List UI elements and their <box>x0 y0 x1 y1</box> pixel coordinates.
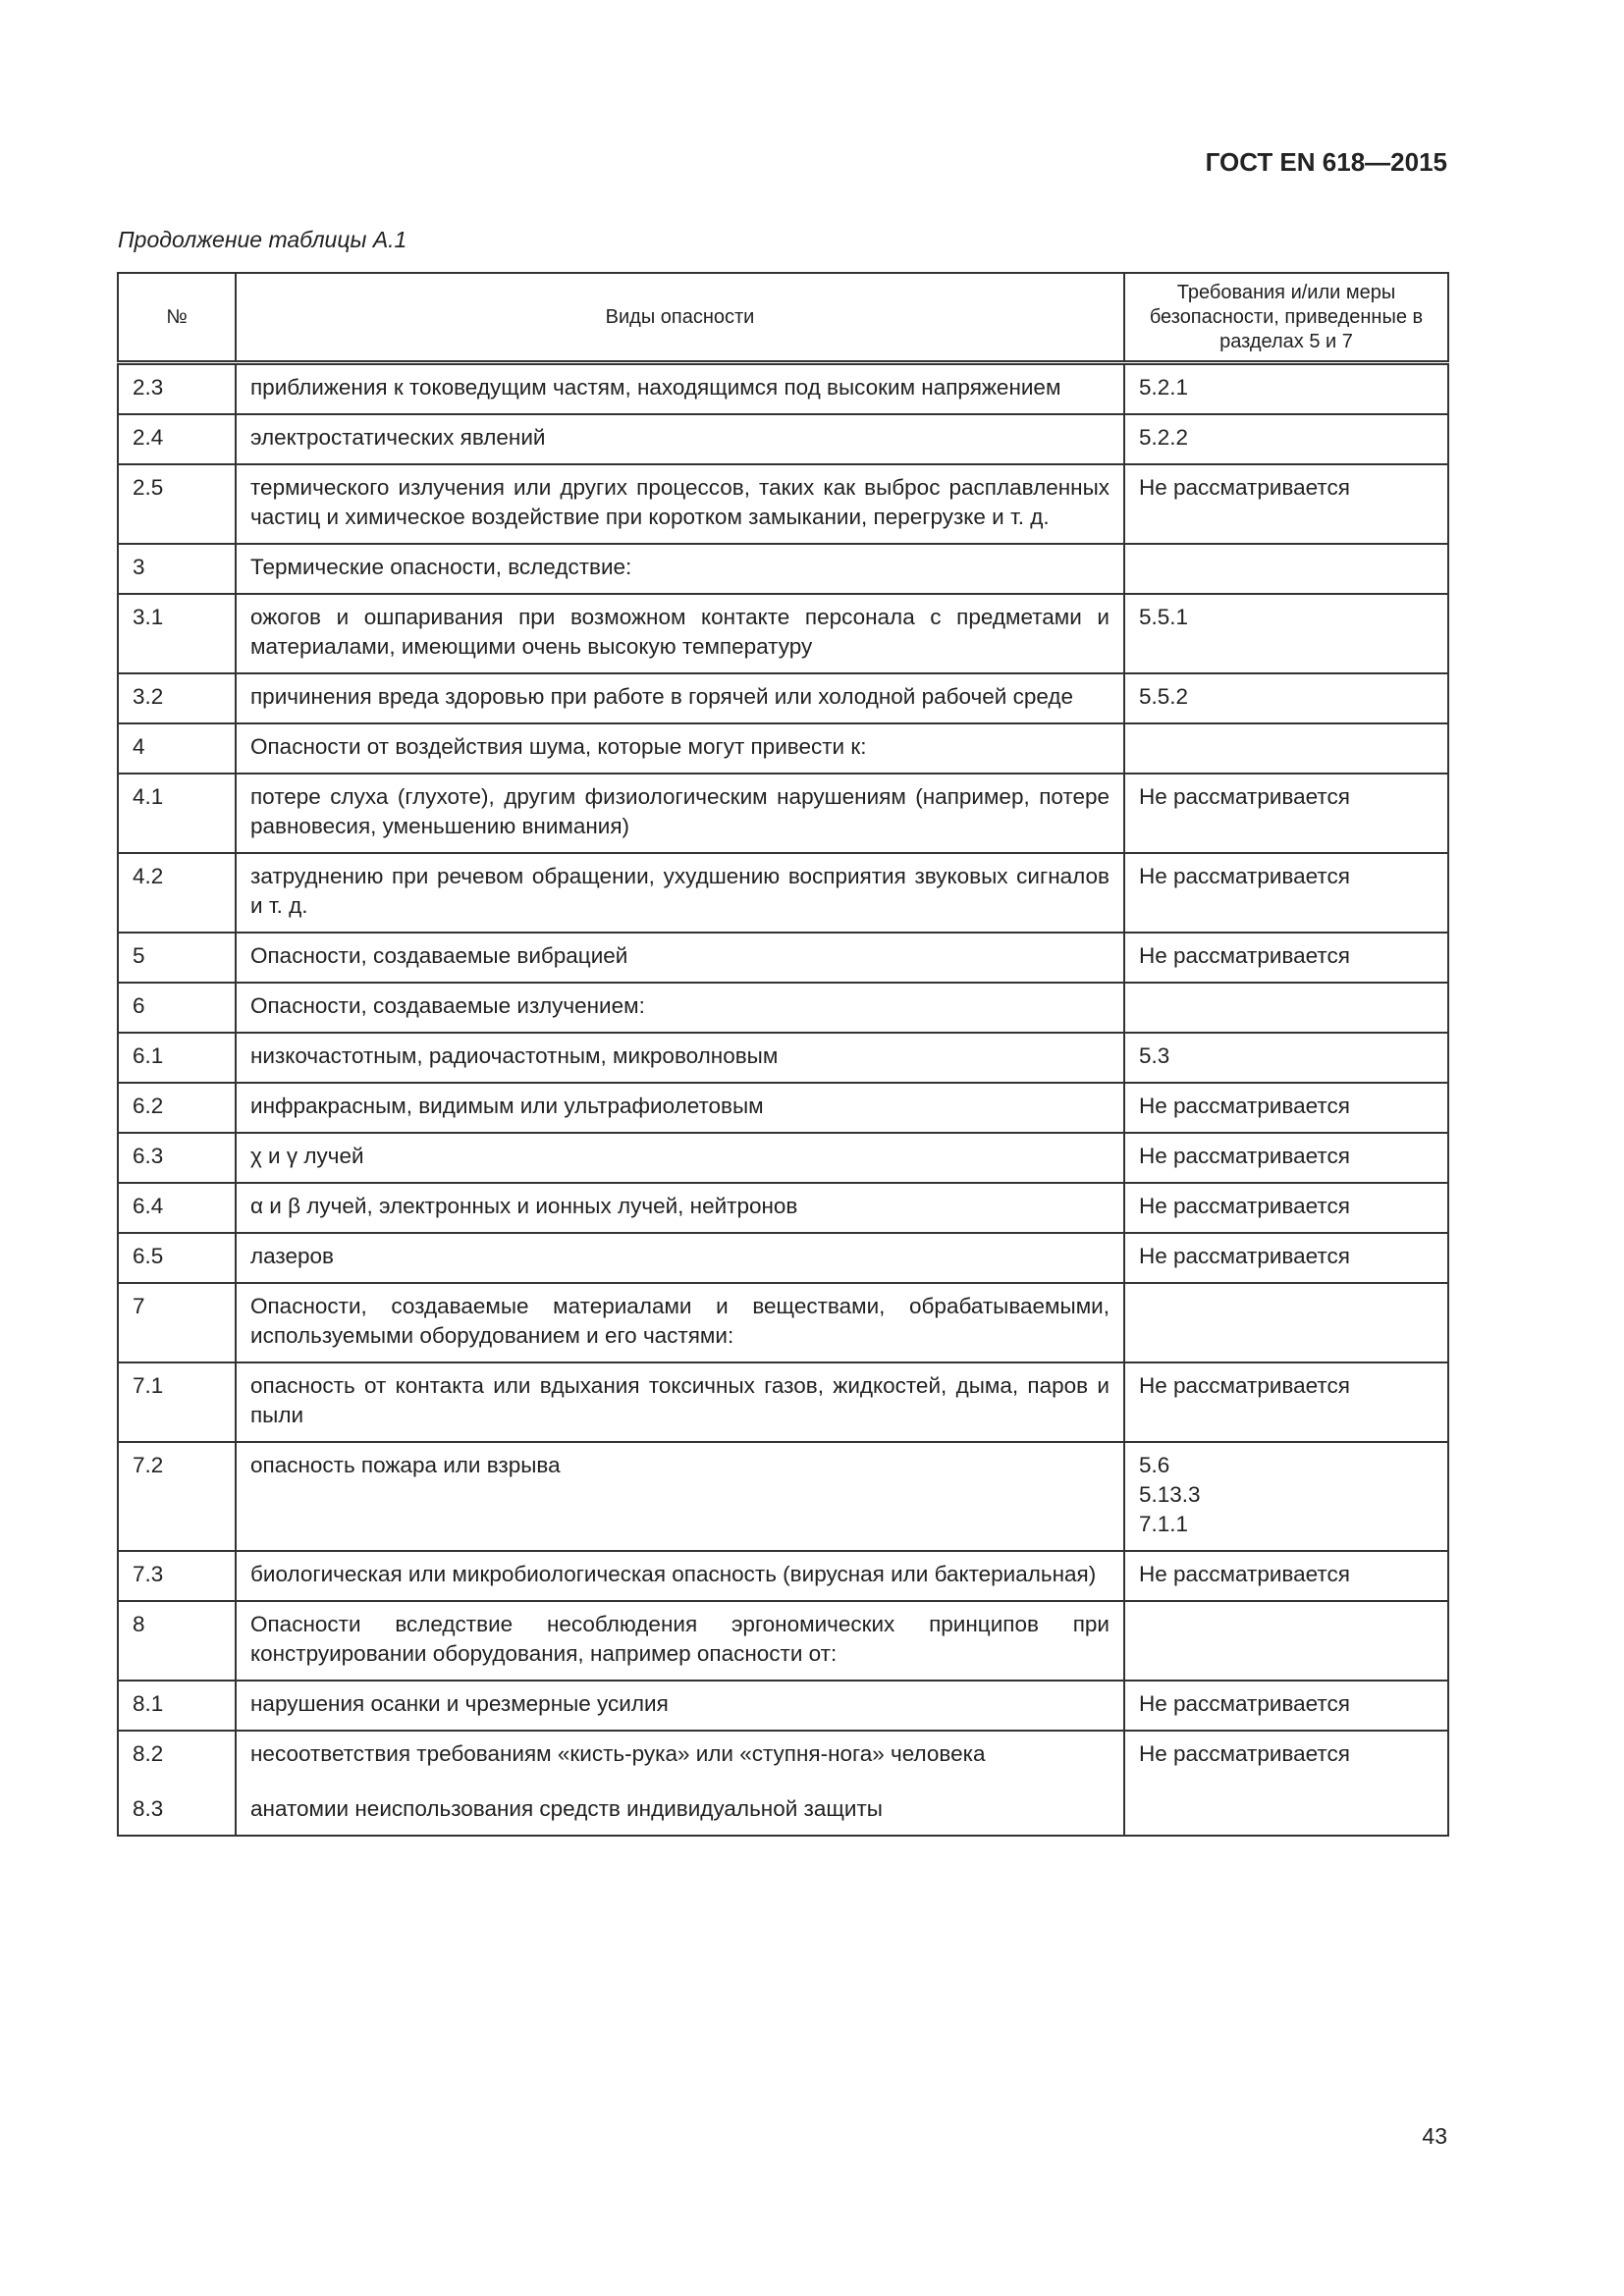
hazard-text: приближения к токоведущим частям, находящимся под высоким напряжением <box>236 363 1124 415</box>
table-row <box>118 723 1448 774</box>
hazard-text: χ и γ лучей <box>236 1133 1124 1183</box>
requirement-cell: Не рассматривается <box>1124 1681 1448 1731</box>
table-row <box>118 983 1448 1033</box>
requirement-cell: Не рассматривается <box>1124 1183 1448 1233</box>
requirement-cell <box>1124 983 1448 1033</box>
hazard-text: Опасности от воздействия шума, которые могут привести к: <box>236 723 1124 774</box>
column-header-requirements: Требования и/или меры безопасности, приведенные в разделах 5 и 7 <box>1124 273 1448 363</box>
document-code: ГОСТ EN 618—2015 <box>1205 147 1447 177</box>
table-row <box>118 544 1448 594</box>
table-row <box>118 594 1448 673</box>
requirement-cell <box>1124 1283 1448 1362</box>
requirement-cell: Не рассматривается <box>1124 774 1448 853</box>
hazard-text: лазеров <box>236 1233 1124 1283</box>
hazard-text: низкочастотным, радиочастотным, микроволновым <box>236 1033 1124 1083</box>
row-number: 7 <box>118 1283 236 1362</box>
row-number: 8.3 <box>133 1796 164 1821</box>
table-row <box>118 1183 1448 1233</box>
row-number: 5 <box>118 933 236 983</box>
requirement-cell: 5.5.2 <box>1124 673 1448 723</box>
requirement-cell: 5.3 <box>1124 1033 1448 1083</box>
requirement-cell: Не рассматривается <box>1124 1362 1448 1442</box>
hazard-text: ожогов и ошпаривания при возможном контакте персонала с предметами и материалами, имеющими очень высокую температуру <box>236 594 1124 673</box>
hazard-text: электростатических явлений <box>236 414 1124 464</box>
row-number: 4.2 <box>118 853 236 933</box>
table-row <box>118 853 1448 933</box>
table-header-row <box>118 273 1448 363</box>
table-row <box>118 1283 1448 1362</box>
table-row <box>118 1362 1448 1442</box>
row-number: 4.1 <box>118 774 236 853</box>
requirement-cell <box>1124 1601 1448 1681</box>
row-number: 6.3 <box>118 1133 236 1183</box>
table-row <box>118 1083 1448 1133</box>
hazard-text: причинения вреда здоровью при работе в горячей или холодной рабочей среде <box>236 673 1124 723</box>
row-number: 7.3 <box>118 1551 236 1601</box>
row-number: 6.1 <box>118 1033 236 1083</box>
row-number: 6.4 <box>118 1183 236 1233</box>
column-header-number: № <box>118 273 236 363</box>
row-number: 3 <box>118 544 236 594</box>
hazard-text: Опасности, создаваемые излучением: <box>236 983 1124 1033</box>
row-number: 8 <box>118 1601 236 1681</box>
hazard-text: нарушения осанки и чрезмерные усилия <box>236 1681 1124 1731</box>
requirement-cell: Не рассматривается <box>1124 1133 1448 1183</box>
hazard-text: несоответствия требованиям «кисть-рука» или «ступня-нога» человека <box>250 1741 986 1766</box>
requirement-cell: Не рассматривается <box>1124 853 1448 933</box>
row-number: 7.2 <box>118 1442 236 1551</box>
table-row <box>118 933 1448 983</box>
requirement-cell: Не рассматривается <box>1124 1551 1448 1601</box>
hazard-text: Опасности вследствие несоблюдения эргономических принципов при конструировании оборудования, например опасности от: <box>236 1601 1124 1681</box>
requirement-cell <box>1124 723 1448 774</box>
hazard-text: опасность от контакта или вдыхания токсичных газов, жидкостей, дыма, паров и пыли <box>236 1362 1124 1442</box>
table-row <box>118 414 1448 464</box>
requirement-cell: 5.5.1 <box>1124 594 1448 673</box>
requirement-cell: Не рассматривается <box>1124 1731 1448 1836</box>
table-row <box>118 1133 1448 1183</box>
row-number: 8.2 <box>133 1741 164 1766</box>
hazards-table <box>117 272 1449 1837</box>
table-body <box>118 363 1448 1837</box>
hazard-text: опасность пожара или взрыва <box>236 1442 1124 1551</box>
hazard-cell <box>236 1731 1124 1836</box>
column-header-hazard: Виды опасности <box>236 273 1124 363</box>
hazard-text: Термические опасности, вследствие: <box>236 544 1124 594</box>
hazard-text: термического излучения или других процессов, таких как выброс расплавленных частиц и химическое воздействие при коротком замыкании, перегрузке и т. д. <box>236 464 1124 544</box>
table-row <box>118 464 1448 544</box>
table-row <box>118 1601 1448 1681</box>
row-number: 6.2 <box>118 1083 236 1133</box>
hazard-text: анатомии неиспользования средств индивидуальной защиты <box>250 1796 883 1821</box>
row-number: 2.4 <box>118 414 236 464</box>
row-number: 8.1 <box>118 1681 236 1731</box>
row-number-cell <box>118 1731 236 1836</box>
table-row <box>118 1442 1448 1551</box>
requirement-cell: 5.6 5.13.3 7.1.1 <box>1124 1442 1448 1551</box>
table-row <box>118 673 1448 723</box>
row-number: 6.5 <box>118 1233 236 1283</box>
table-row-merged <box>118 1731 1448 1836</box>
requirement-cell: 5.2.2 <box>1124 414 1448 464</box>
requirement-cell: Не рассматривается <box>1124 933 1448 983</box>
requirement-cell: Не рассматривается <box>1124 1233 1448 1283</box>
table-row <box>118 1681 1448 1731</box>
row-number: 4 <box>118 723 236 774</box>
table-row <box>118 1233 1448 1283</box>
table-row <box>118 363 1448 415</box>
row-number: 2.5 <box>118 464 236 544</box>
requirement-cell: 5.2.1 <box>1124 363 1448 415</box>
row-number: 3.1 <box>118 594 236 673</box>
requirement-cell <box>1124 544 1448 594</box>
row-number: 3.2 <box>118 673 236 723</box>
hazard-text: Опасности, создаваемые вибрацией <box>236 933 1124 983</box>
row-number: 6 <box>118 983 236 1033</box>
table-row <box>118 1551 1448 1601</box>
requirement-cell: Не рассматривается <box>1124 1083 1448 1133</box>
hazard-text: биологическая или микробиологическая опасность (вирусная или бактериальная) <box>236 1551 1124 1601</box>
hazard-text: затруднению при речевом обращении, ухудшению восприятия звуковых сигналов и т. д. <box>236 853 1124 933</box>
page-number: 43 <box>1422 2123 1447 2149</box>
table-row <box>118 774 1448 853</box>
hazard-text: потере слуха (глухоте), другим физиологическим нарушениям (например, потере равновесия, уменьшению внимания) <box>236 774 1124 853</box>
row-number: 2.3 <box>118 363 236 415</box>
hazard-text: инфракрасным, видимым или ультрафиолетовым <box>236 1083 1124 1133</box>
table-row <box>118 1033 1448 1083</box>
hazard-text: α и β лучей, электронных и ионных лучей, нейтронов <box>236 1183 1124 1233</box>
table-caption: Продолжение таблицы А.1 <box>118 227 407 252</box>
requirement-cell: Не рассматривается <box>1124 464 1448 544</box>
row-number: 7.1 <box>118 1362 236 1442</box>
hazard-text: Опасности, создаваемые материалами и веществами, обрабатываемыми, используемыми оборудованием и его частями: <box>236 1283 1124 1362</box>
